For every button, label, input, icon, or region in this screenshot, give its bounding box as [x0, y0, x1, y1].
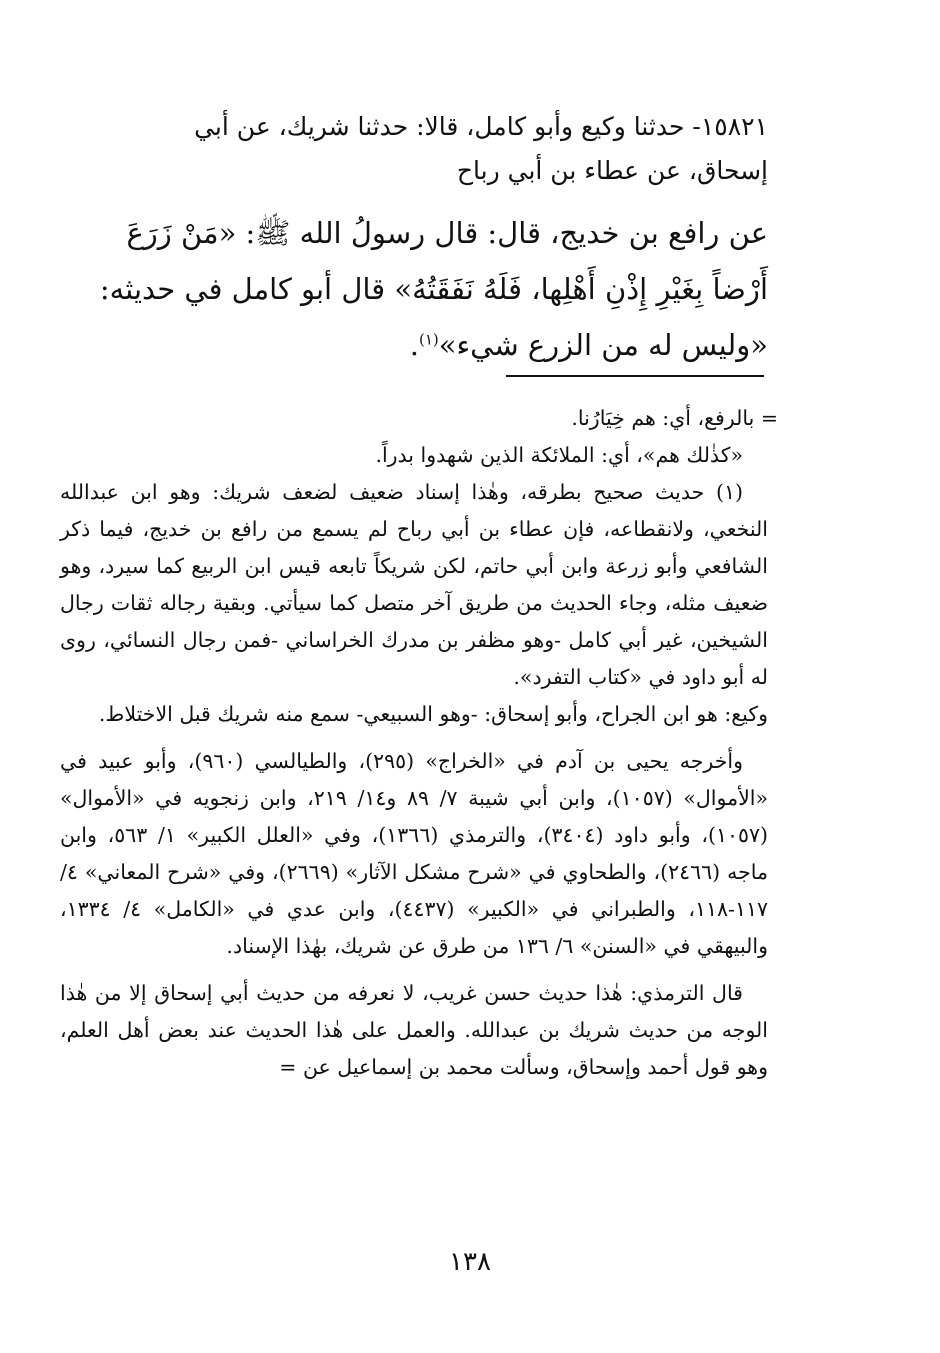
footnote-1-narrators: وكيع: هو ابن الجراح، وأبو إسحاق: -وهو السبيعي- سمع منه شريك قبل الاختلاط. — [98, 702, 768, 726]
footnote-continuation-1: = بالرفع، أي: هم خِيَارُنا. — [571, 406, 778, 430]
footnote-marker: (١) — [418, 330, 439, 349]
matn-line-3-text: «وليس له من الزرع شيء» — [438, 328, 768, 362]
footnotes — [60, 400, 778, 1086]
hadith-matn — [60, 205, 768, 373]
matn-line-3: «وليس له من الزرع شيء»$^{(١)}$. — [409, 328, 768, 362]
page-number: ١٣٨ — [449, 1247, 491, 1277]
matn-line-2: أَرْضاً بِغَيْرِ إِذْنِ أَهْلِها، فَلَهُ نَفَقَتُهُ» قال أبو كامل في حديثه: — [99, 272, 768, 306]
footnote-separator — [506, 375, 764, 377]
footnote-1-sources: وأخرجه يحيى بن آدم في «الخراج» (٢٩٥)، والطيالسي (٩٦٠)، وأبو عبيد في «الأموال» (١٠٥٧)، وابن أبي شيبة ٧/ ٨٩ و١٤/ ٢١٩، وابن زنجويه في «الأموال» (١٠٥٧)، وأبو داود (٣٤٠٤)، والترمذي (١٣٦٦)، وفي «العلل الكبير» ١/ ٥٦٣، وابن ماجه (٢٤٦٦)، والطحاوي في «شرح مشكل الآثار» (٢٦٦٩)، وفي «شرح المعاني» ٤/ ١١٧-١١٨، والطبراني في «الكبير» (٤٤٣٧)، وابن عدي في «الكامل» ٤/ ١٣٣٤، والبيهقي في «السنن» ٦/ ١٣٦ من طرق عن شريك، بهٰذا الإسناد. — [60, 749, 769, 958]
isnad-line-1: ١٥٨٢١- حدثنا وكيع وأبو كامل، قالا: حدثنا شريك، عن أبي — [194, 112, 768, 141]
hadith-isnad — [60, 105, 768, 193]
matn-line-1: عن رافع بن خديج، قال: قال رسولُ الله ﷺ: «مَنْ زَرَعَ — [126, 216, 768, 250]
footnote-1-tirmidhi: قال الترمذي: هٰذا حديث حسن غريب، لا نعرفه من حديث أبي إسحاق إلا من هٰذا الوجه من حديث شريك بن عبدالله. والعمل على هٰذا الحديث عند بعض أهل العلم، وهو قول أحمد وإسحاق، وسألت محمد بن إسماعيل عن = — [60, 981, 768, 1079]
footnote-continuation-2: «كذٰلك هم»، أي: الملائكة الذين شهدوا بدراً. — [375, 443, 743, 467]
isnad-line-2: إسحاق، عن عطاء بن أبي رباح — [456, 156, 768, 185]
footnote-1: (١) حديث صحيح بطرقه، وهٰذا إسناد ضعيف لضعف شريك: وهو ابن عبدالله النخعي، ولانقطاعه، فإن عطاء بن أبي رباح لم يسمع من رافع بن خديج، فيما ذكر الشافعي وأبو زرعة وابن أبي حاتم، لكن شريكاً تابعه قيس ابن الربيع كما سيرد، وهو ضعيف مثله، وجاء الحديث من طريق آخر متصل كما سيأتي. وبقية رجاله ثقات رجال الشيخين، غير أبي كامل -وهو مظفر بن مدرك الخراساني -فمن رجال النسائي، روى له أبو داود في «كتاب التفرد». — [60, 480, 768, 689]
